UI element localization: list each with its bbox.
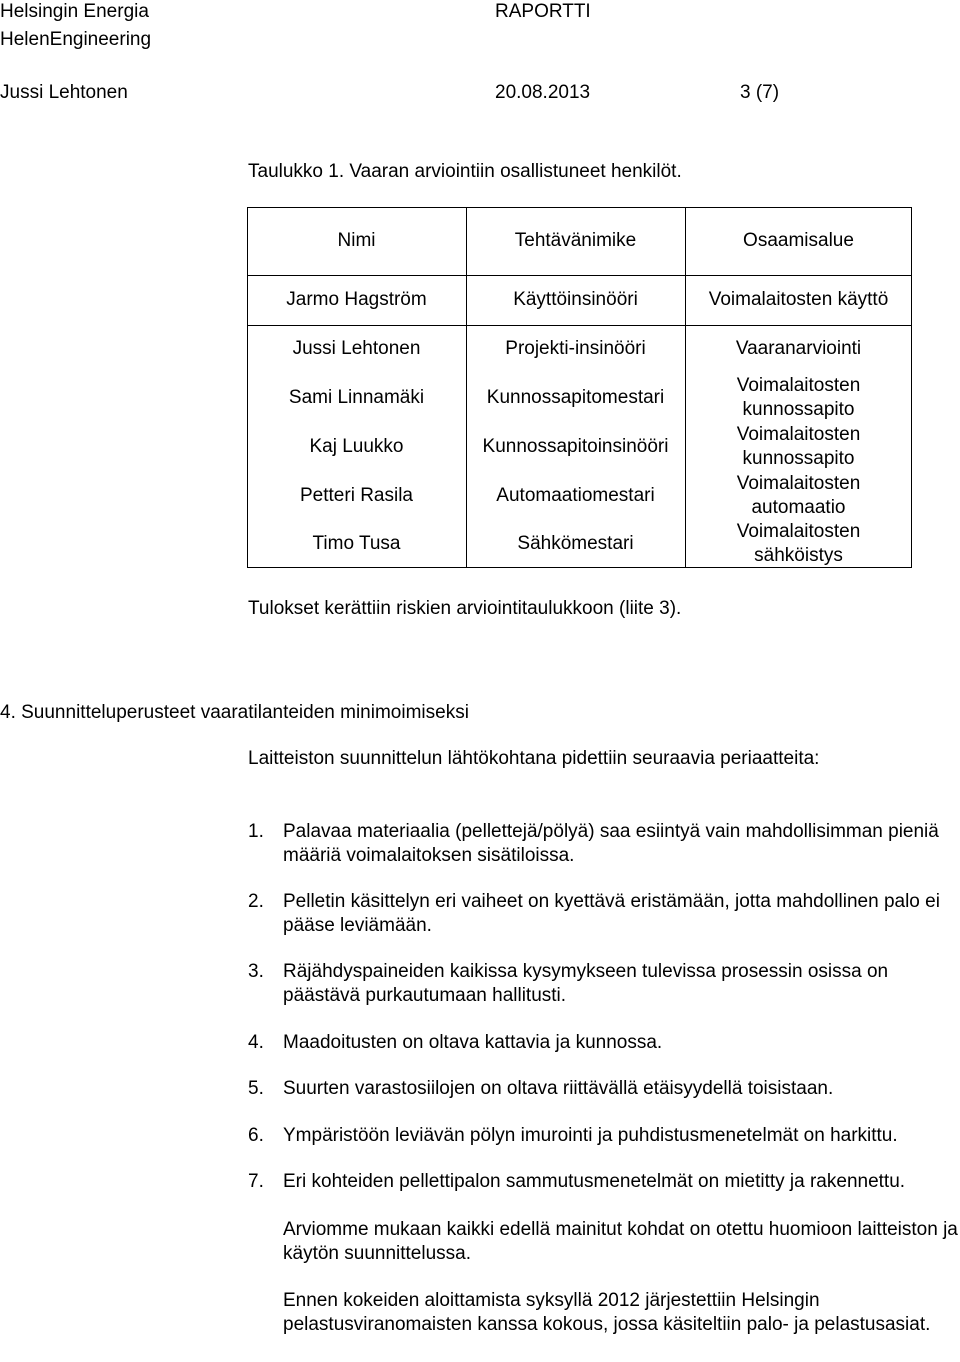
list-item-text: Ympäristöön leviävän pölyn imurointi ja puhdistusmenetelmät on harkittu. (283, 1125, 898, 1146)
cell-title: Automaatiomestari (496, 484, 655, 506)
table-caption: Taulukko 1. Vaaran arviointiin osallistuneet henkilöt. (248, 161, 682, 182)
cell-title: Sähkömestari (517, 533, 634, 554)
company-name: Helsingin Energia (0, 1, 149, 22)
cell-name: Kaj Luukko (309, 435, 404, 457)
list-item-text: Räjähdyspaineiden kaikissa kysymykseen tulevissa prosessin osissa on päästävä purkautumaan hallitusti. (283, 961, 889, 1006)
results-note: Tulokset kerättiin riskien arviointitaulukkoon (liite 3). (248, 598, 682, 619)
cell-expertise: Voimalaitosten käyttö (708, 289, 889, 310)
conclusion-paragraph: Arviomme mukaan kaikki edellä mainitut kohdat on otettu huomioon laitteiston ja käytön suunnittelussa. (283, 1219, 958, 1264)
principles-list (248, 1170, 960, 1194)
column-header-title: Tehtävänimike (514, 230, 637, 251)
cell-title: Käyttöinsinööri (513, 289, 638, 310)
principles-list (248, 960, 960, 1008)
table-row (247, 325, 912, 373)
table-row (247, 471, 912, 520)
table-header-row (247, 207, 912, 275)
list-item-number: 6. (248, 1125, 264, 1146)
meeting-paragraph: Ennen kokeiden aloittamista syksyllä 2012 järjestettiin Helsingin pelastusviranomaisten kanssa kokous, jossa käsiteltiin palo- ja pelastusasiat. (283, 1290, 931, 1335)
list-item-number: 1. (248, 821, 264, 842)
list-item-text: Pelletin käsittelyn eri vaiheet on kyettävä eristämään, jotta mahdollinen palo ei pääse leviämään. (283, 891, 940, 936)
section-intro: Laitteiston suunnittelun lähtökohtana pidettiin seuraavia periaatteita: (248, 748, 820, 769)
document-type: RAPORTTI (495, 1, 591, 22)
table-row (247, 373, 912, 422)
list-item (248, 820, 960, 868)
table-row (247, 422, 912, 471)
cell-name: Jussi Lehtonen (292, 338, 421, 359)
list-item (248, 890, 960, 938)
department-name: HelenEngineering (0, 29, 152, 50)
staff-table (247, 207, 912, 568)
cell-expertise: Voimalaitosten sähköistys (736, 521, 861, 566)
principles-list (248, 1031, 960, 1055)
cell-title: Kunnossapitoinsinööri (482, 435, 669, 457)
list-item (248, 1124, 960, 1148)
table-row-divider (247, 325, 912, 326)
list-item-number: 5. (248, 1078, 264, 1099)
cell-name: Timo Tusa (312, 533, 401, 554)
table-row (247, 275, 912, 325)
list-item-number: 2. (248, 891, 264, 912)
list-item (248, 1077, 960, 1101)
list-item-text: Eri kohteiden pellettipalon sammutusmenetelmät on mietitty ja rakennettu. (283, 1171, 906, 1192)
table-row (247, 520, 912, 568)
column-header-name: Nimi (337, 230, 376, 251)
cell-name: Sami Linnamäki (288, 386, 425, 408)
author-name: Jussi Lehtonen (0, 82, 128, 103)
cell-title: Projekti-insinööri (505, 338, 646, 359)
principles-list (248, 890, 960, 938)
cell-expertise: Voimalaitosten kunnossapito (736, 423, 861, 469)
list-item-text: Maadoitusten on oltava kattavia ja kunnossa. (283, 1032, 663, 1053)
list-item-text: Suurten varastosiilojen on oltava riittävällä etäisyydellä toisistaan. (283, 1078, 834, 1099)
table-column-divider (466, 207, 467, 567)
list-item (248, 1170, 960, 1194)
cell-name: Petteri Rasila (300, 484, 413, 506)
list-item (248, 1031, 960, 1055)
table-column-divider (685, 207, 686, 567)
document-date: 20.08.2013 (495, 82, 591, 103)
section-heading: 4. Suunnitteluperusteet vaaratilanteiden minimoimiseksi (0, 702, 469, 723)
table-row-divider (247, 275, 912, 276)
list-item-number: 4. (248, 1032, 264, 1053)
list-item (248, 960, 960, 1008)
column-header-expertise: Osaamisalue (743, 230, 854, 251)
principles-list (248, 820, 960, 868)
list-item-text: Palavaa materiaalia (pellettejä/pölyä) saa esiintyä vain mahdollisimman pieniä määriä voimalaitoksen sisätiloissa. (283, 821, 939, 866)
cell-name: Jarmo Hagström (286, 289, 427, 310)
principles-list (248, 1124, 960, 1148)
principles-list (248, 1077, 960, 1101)
cell-expertise: Vaaranarviointi (735, 338, 862, 359)
list-item-number: 3. (248, 961, 264, 982)
cell-title: Kunnossapitomestari (486, 386, 665, 408)
page-number: 3 (7) (740, 82, 780, 103)
list-item-number: 7. (248, 1171, 264, 1192)
cell-expertise: Voimalaitosten kunnossapito (736, 374, 861, 420)
cell-expertise: Voimalaitosten automaatio (736, 472, 861, 518)
